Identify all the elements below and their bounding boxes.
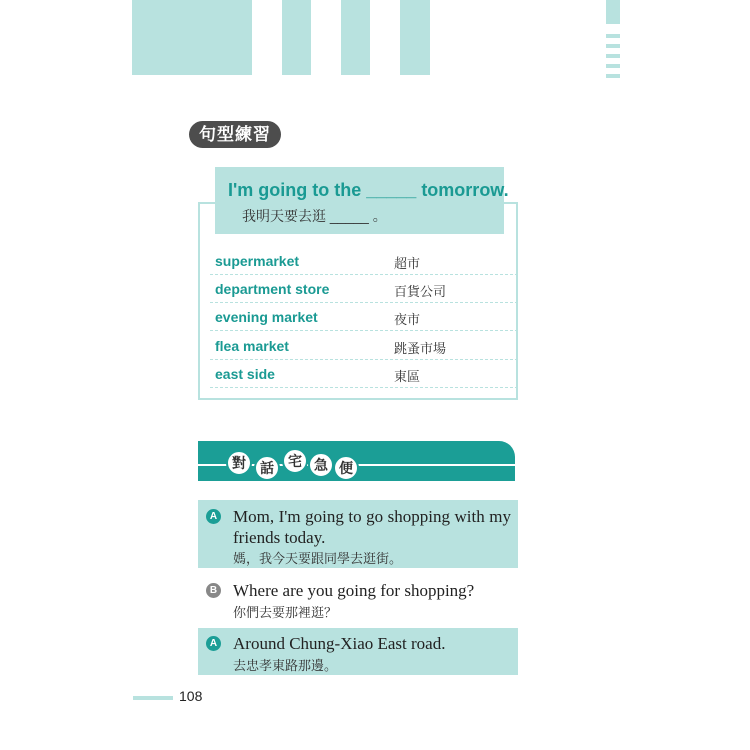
dialogue-english: Mom, I'm going to go shopping with my friends today.	[233, 507, 511, 547]
vocab-english: supermarket	[215, 253, 300, 269]
thumb-dash	[606, 54, 620, 58]
side-thumb-marker	[606, 0, 620, 80]
vocab-chinese: 夜市	[394, 312, 421, 327]
vocab-row	[210, 331, 518, 360]
banner-bubble: 對	[226, 450, 252, 476]
vocab-english: evening market	[215, 309, 318, 325]
thumb-dash	[606, 64, 620, 68]
dialogue-line	[198, 628, 518, 675]
vocab-english: east side	[215, 366, 275, 382]
vocab-row	[210, 302, 518, 331]
page-number: 108	[179, 688, 203, 704]
vocab-row	[210, 274, 518, 303]
dialogue-english: Where are you going for shopping?	[233, 581, 475, 600]
vocab-chinese: 超市	[394, 256, 421, 271]
vocab-chinese: 東區	[394, 369, 421, 384]
decor-stripe	[252, 0, 282, 75]
thumb-dash	[606, 44, 620, 48]
vocab-chinese: 百貨公司	[394, 284, 447, 299]
banner-bubble: 急	[308, 452, 334, 478]
banner-bubble: 話	[254, 455, 280, 481]
vocab-chinese: 跳蚤市場	[394, 341, 447, 356]
dialogue-chinese: 去忠孝東路那邊。	[233, 658, 338, 673]
dialogue-line	[198, 574, 518, 622]
header-decoration-band	[132, 0, 430, 75]
dialogue-chinese: 你們去要那裡逛？	[233, 605, 338, 620]
decor-stripe	[311, 0, 341, 75]
decor-stripe	[370, 0, 400, 75]
banner-bubble: 宅	[282, 448, 308, 474]
vocab-row	[210, 359, 518, 388]
speaker-badge: B	[206, 583, 221, 598]
thumb-dash	[606, 34, 620, 38]
speaker-badge: A	[206, 509, 221, 524]
thumb-block	[606, 0, 620, 24]
section-badge: 句型練習	[189, 121, 281, 148]
thumb-dash	[606, 74, 620, 78]
dialogue-line	[198, 500, 518, 568]
pattern-chinese: 我明天要去逛 _____ 。	[242, 208, 387, 224]
dialogue-english: Around Chung-Xiao East road.	[233, 634, 446, 653]
vocab-english: department store	[215, 281, 330, 297]
page-number-bar	[133, 696, 173, 700]
speaker-badge: A	[206, 636, 221, 651]
dialogue-chinese: 媽，我今天要跟同學去逛街。	[233, 551, 403, 566]
vocab-row	[210, 246, 518, 275]
vocab-english: flea market	[215, 338, 289, 354]
banner-bubble: 便	[333, 455, 359, 481]
pattern-english: I'm going to the _____ tomorrow.	[228, 180, 509, 200]
